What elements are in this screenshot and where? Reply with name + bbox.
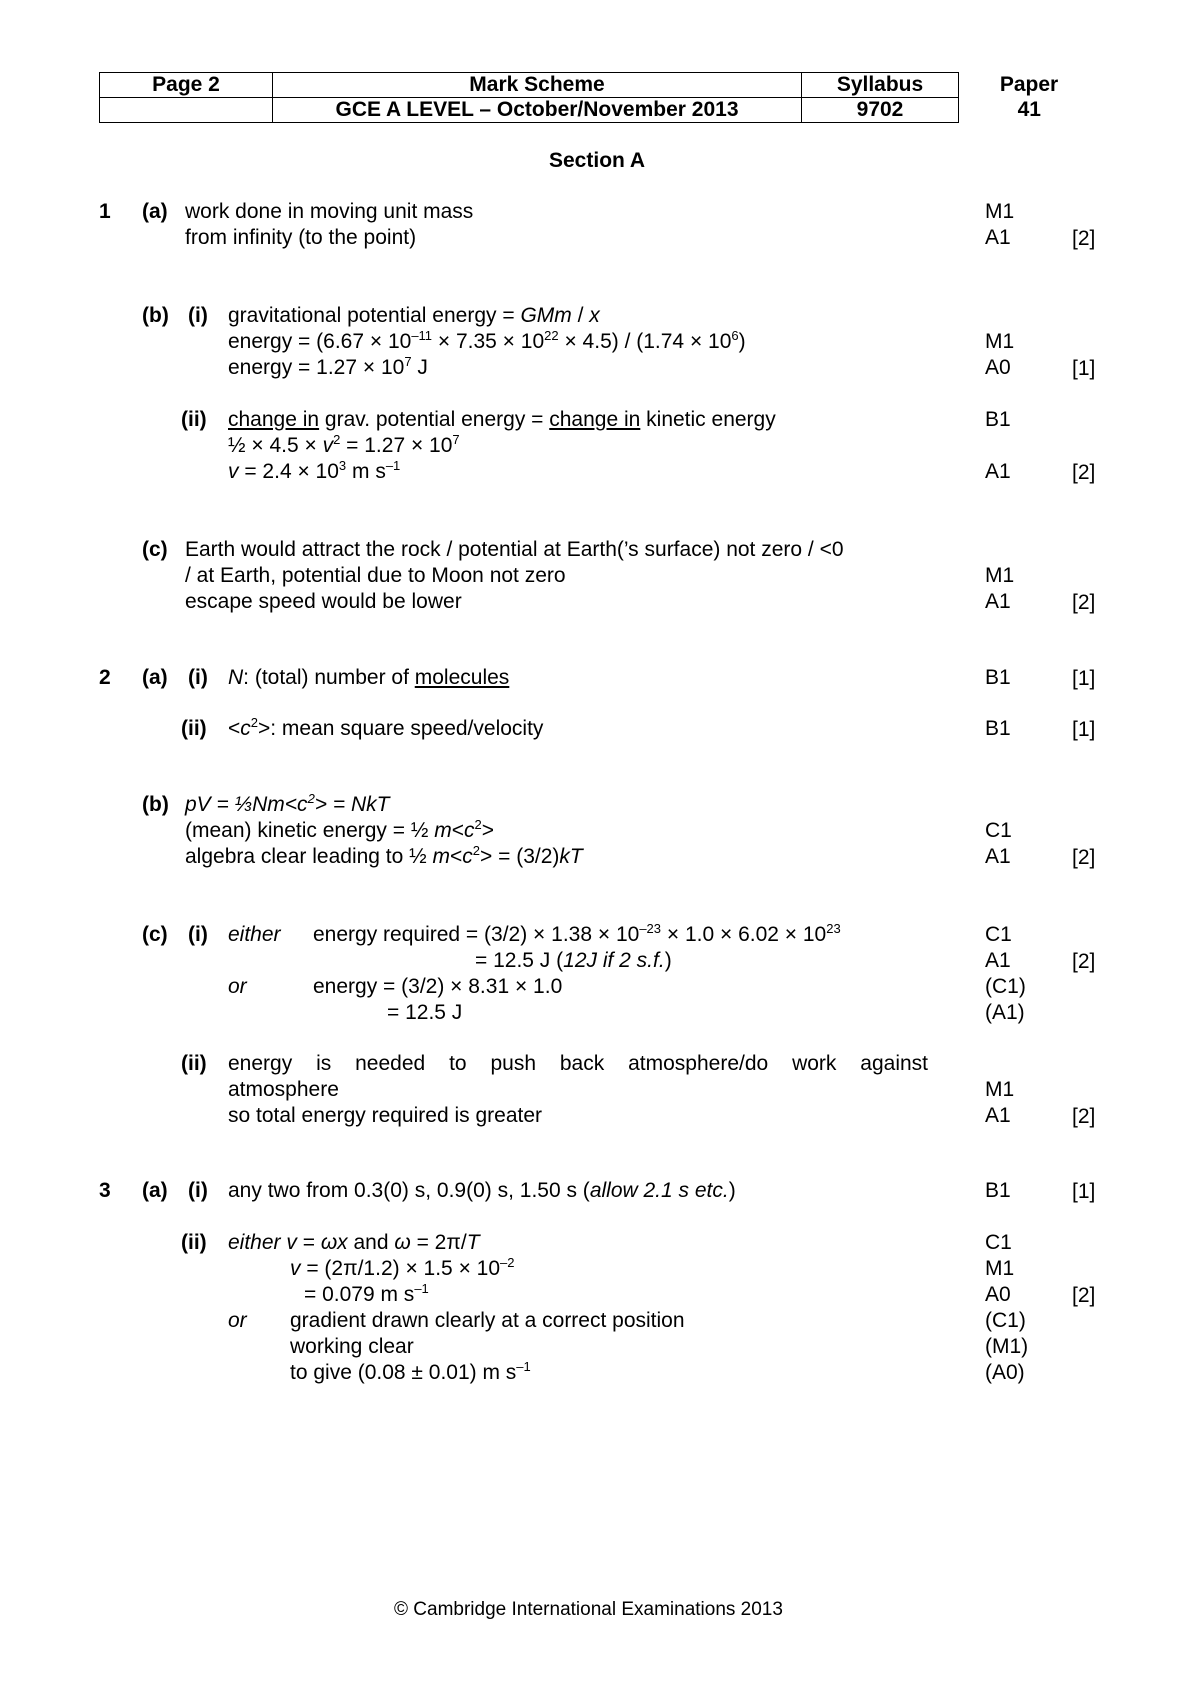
mark-code: A1 [985,845,1011,868]
answer-line: energy required = $(3/2) \times 1.38 \times 10^{-23} \times 1.0 \times 6.02 \times 10^{23}$ [313,921,841,946]
alternative-label: either [228,923,281,946]
part-label: (a) [142,666,168,689]
answer-line: gradient drawn clearly at a correct position [290,1309,685,1332]
subpart-label: (i) [188,666,208,689]
mark-total: [1] [1072,718,1096,741]
mark-total: [2] [1072,591,1096,614]
answer-line: $v = (2\pi/1.2) \times 1.5 \times 10^{-2}$ [290,1255,515,1280]
mark-code: M1 [985,200,1015,223]
mark-code: (A0) [985,1361,1025,1384]
mark-code: A1 [985,460,1011,483]
paper-number: 41 [1017,98,1041,121]
part-label: (a) [142,1179,168,1202]
question-number: 1 [99,200,111,223]
mark-code: C1 [985,923,1012,946]
answer-line: atmosphere [228,1078,339,1101]
answer-line: work done in moving unit mass [185,200,474,223]
mark-code: (C1) [985,975,1026,998]
header-table [99,72,1100,123]
mark-code: C1 [985,1231,1012,1254]
subpart-label: (ii) [181,408,207,431]
footer-copyright: © Cambridge International Examinations 2013 [394,1599,783,1620]
answer-line: pV = $\frac{1}{3}Nm<c^2>$ = NkT [185,791,390,816]
answer-line: $v = 2.4 \times 10^3$ m $s^{-1}$ [228,458,401,483]
answer-line: / at Earth, potential due to Moon not zero [185,564,566,587]
mark-code: B1 [985,666,1011,689]
question-number: 3 [99,1179,111,1202]
answer-line: energy = (3/2) × 8.31 × 1.0 [313,975,563,998]
page-label: Page 2 [100,73,273,98]
answer-line: $<c^2>$: mean square speed/velocity [228,715,544,740]
mark-code: (A1) [985,1001,1025,1024]
answer-line: Earth would attract the rock / potential at Earth(’s surface) not zero / <0 [185,538,844,561]
answer-line: gravitational potential energy = GMm / x [228,304,600,327]
answer-line: working clear [290,1335,414,1358]
part-label: (a) [142,200,168,223]
mark-code: (C1) [985,1309,1026,1332]
answer-line: any two from 0.3(0) s, 0.9(0) s, 1.50 s (allow 2.1 s etc.) [228,1179,736,1202]
mark-total: [2] [1072,950,1096,973]
answer-line: = 12.5 J (12J if 2 s.f.) [475,949,672,972]
part-label: (b) [142,304,169,327]
answer-line: (mean) kinetic energy = ½ $m<c^2>$ [185,817,494,842]
exam-title: GCE A LEVEL – October/November 2013 [273,98,802,123]
section-title: Section A [549,149,646,172]
mark-code: B1 [985,1179,1011,1202]
part-label: (c) [142,923,168,946]
answer-line: ½ × $4.5 \times v^2 = 1.27 \times 10^7$ [228,432,460,457]
mark-code: (M1) [985,1335,1029,1358]
part-label: (b) [142,793,169,816]
mark-code: A1 [985,590,1011,613]
mark-code: A1 [985,949,1011,972]
subpart-label: (i) [188,304,208,327]
mark-total: [2] [1072,461,1096,484]
answer-line: algebra clear leading to ½ $m<c^2> = (3/2)kT$ [185,843,583,868]
mark-code: B1 [985,717,1011,740]
mark-total: [1] [1072,1180,1096,1203]
answer-line: = 0.079 m $s^{-1}$ [304,1281,429,1306]
subpart-label: (ii) [181,1052,207,1075]
doc-title: Mark Scheme [273,73,802,98]
answer-line: energy = $(6.67 \times 10^{-11} \times 7.35 \times 10^{22} \times 4.5) / (1.74 \times 10^6)$ [228,328,746,353]
alternative-label: or [228,1309,247,1332]
subpart-label: (i) [188,1179,208,1202]
answer-line: to give (0.08 ± 0.01) m $s^{-1}$ [290,1359,531,1384]
answer-line: escape speed would be lower [185,590,462,613]
subpart-label: (ii) [181,1231,207,1254]
syllabus-code: 9702 [802,98,959,123]
answer-line: change in grav. potential energy = change in kinetic energy [228,408,776,431]
syllabus-label: Syllabus [802,73,959,98]
answer-line: N: (total) number of molecules [228,666,510,689]
answer-line: energy is needed to push back atmosphere/do work against [228,1052,928,1075]
mark-code: A0 [985,1283,1011,1306]
answer-line: either v = ωx and ω = 2π/T [228,1231,480,1254]
question-number: 2 [99,666,111,689]
part-label: (c) [142,538,168,561]
answer-line: = 12.5 J [387,1001,463,1024]
mark-code: M1 [985,1078,1015,1101]
header-empty-cell [100,98,273,123]
mark-total: [2] [1072,227,1096,250]
mark-total: [2] [1072,1105,1096,1128]
mark-total: [2] [1072,1284,1096,1307]
mark-code: M1 [985,1257,1015,1280]
paper-label: Paper [999,73,1059,96]
subpart-label: (i) [188,923,208,946]
subpart-label: (ii) [181,717,207,740]
mark-code: A0 [985,356,1011,379]
mark-total: [2] [1072,846,1096,869]
answer-line: so total energy required is greater [228,1104,543,1127]
mark-code: M1 [985,564,1015,587]
mark-code: B1 [985,408,1011,431]
mark-total: [1] [1072,357,1096,380]
mark-total: [1] [1072,667,1096,690]
answer-line: from infinity (to the point) [185,226,417,249]
mark-code: M1 [985,330,1015,353]
mark-code: C1 [985,819,1012,842]
answer-line: energy = $1.27 \times 10^7$ J [228,354,428,379]
alternative-label: or [228,975,247,998]
mark-code: A1 [985,226,1011,249]
mark-code: A1 [985,1104,1011,1127]
